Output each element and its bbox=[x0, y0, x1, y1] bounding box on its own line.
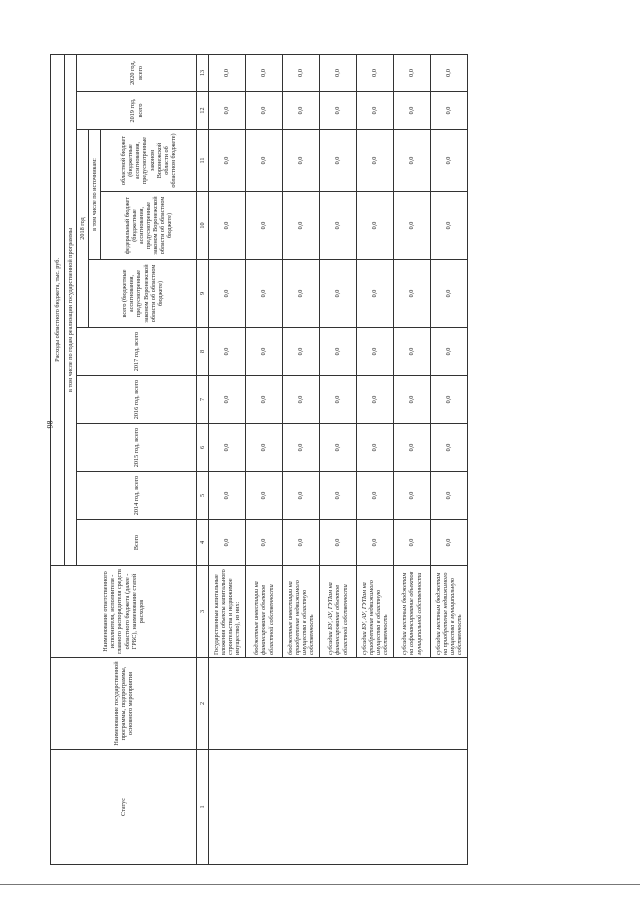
value-cell: 0,0 bbox=[283, 130, 320, 192]
value-cell: 0,0 bbox=[394, 92, 431, 130]
column-index-cell: 8 bbox=[197, 328, 209, 376]
col-2020-header: 2020 год, всего bbox=[77, 54, 197, 91]
expense-item-label: субсидии БУ, АУ, ГУПам на приобретение недвижимого имущества в областную собственность bbox=[357, 566, 394, 658]
value-cell: 0,0 bbox=[431, 472, 468, 520]
value-cell: 0,0 bbox=[394, 472, 431, 520]
value-cell: 0,0 bbox=[320, 130, 357, 192]
value-cell: 0,0 bbox=[357, 260, 394, 328]
value-cell: 0,0 bbox=[357, 328, 394, 376]
col-2015-header: 2015 год, всего bbox=[77, 424, 197, 472]
column-index-cell: 2 bbox=[197, 658, 209, 750]
value-cell: 0,0 bbox=[320, 520, 357, 566]
column-index-cell: 7 bbox=[197, 376, 209, 424]
value-cell: 0,0 bbox=[431, 92, 468, 130]
status-cell bbox=[209, 750, 468, 865]
value-cell: 0,0 bbox=[283, 424, 320, 472]
value-cell: 0,0 bbox=[320, 54, 357, 91]
value-cell: 0,0 bbox=[357, 130, 394, 192]
col-2018-regional-header: областной бюджет (бюджетные ассигнования, предусмотренные законом Воронежской области об областном бюджете) bbox=[101, 130, 197, 192]
value-cell: 0,0 bbox=[394, 260, 431, 328]
value-cell: 0,0 bbox=[283, 328, 320, 376]
value-cell: 0,0 bbox=[431, 424, 468, 472]
col-2018-federal-header: федеральный бюджет (бюджетные ассигнования, предусмотренные законом Воронежской области об областном бюджете) bbox=[101, 192, 197, 260]
column-index-cell: 13 bbox=[197, 54, 209, 91]
value-cell: 0,0 bbox=[209, 520, 246, 566]
value-cell: 0,0 bbox=[357, 376, 394, 424]
value-cell: 0,0 bbox=[246, 130, 283, 192]
col-2018-total-header: всего (бюджетные ассигнования, предусмотренные законом Воронежской области об областном бюджете) bbox=[89, 260, 197, 328]
value-cell: 0,0 bbox=[209, 472, 246, 520]
value-cell: 0,0 bbox=[320, 260, 357, 328]
value-cell: 0,0 bbox=[246, 54, 283, 91]
value-cell: 0,0 bbox=[246, 424, 283, 472]
bottom-rule bbox=[0, 884, 640, 885]
budget-table bbox=[50, 54, 468, 865]
table-row bbox=[209, 54, 246, 864]
column-index-cell: 1 bbox=[197, 750, 209, 865]
value-cell: 0,0 bbox=[246, 472, 283, 520]
col-2014-header: 2014 год, всего bbox=[77, 472, 197, 520]
col-program-header: Наименование государственной программы, подпрограммы, основного мероприятия bbox=[51, 658, 197, 750]
col-executor-header: Наименование ответственного исполнителя, исполнителя - главного распорядителя средств областного бюджета (далее - ГРБС), наименование статей расходов bbox=[51, 566, 197, 658]
value-cell: 0,0 bbox=[394, 520, 431, 566]
column-index-cell: 3 bbox=[197, 566, 209, 658]
value-cell: 0,0 bbox=[283, 472, 320, 520]
value-cell: 0,0 bbox=[431, 192, 468, 260]
value-cell: 0,0 bbox=[283, 260, 320, 328]
value-cell: 0,0 bbox=[246, 192, 283, 260]
col-status-header: Статус bbox=[51, 750, 197, 865]
header-by-years: в том числе по годам реализации государственной программы bbox=[65, 54, 77, 565]
col-2019-header: 2019 год, всего bbox=[77, 92, 197, 130]
value-cell: 0,0 bbox=[209, 424, 246, 472]
value-cell: 0,0 bbox=[431, 328, 468, 376]
value-cell: 0,0 bbox=[431, 260, 468, 328]
value-cell: 0,0 bbox=[283, 54, 320, 91]
column-index-row bbox=[197, 54, 209, 864]
value-cell: 0,0 bbox=[209, 376, 246, 424]
value-cell: 0,0 bbox=[357, 192, 394, 260]
expense-item-label: бюджетные инвестиции на приобретение недвижимого имущества в областную собственность bbox=[283, 566, 320, 658]
value-cell: 0,0 bbox=[394, 54, 431, 91]
value-cell: 0,0 bbox=[246, 328, 283, 376]
value-cell: 0,0 bbox=[357, 520, 394, 566]
column-index-cell: 5 bbox=[197, 472, 209, 520]
column-index-cell: 12 bbox=[197, 92, 209, 130]
value-cell: 0,0 bbox=[320, 192, 357, 260]
value-cell: 0,0 bbox=[283, 192, 320, 260]
expense-item-label: бюджетные инвестиции на финансирование объектов областной собственности bbox=[246, 566, 283, 658]
value-cell: 0,0 bbox=[357, 472, 394, 520]
rotated-table-page bbox=[50, 55, 600, 865]
value-cell: 0,0 bbox=[320, 376, 357, 424]
value-cell: 0,0 bbox=[209, 328, 246, 376]
expense-item-label: субсидии БУ, АУ, ГУПам на финансирование объектов областной собственности bbox=[320, 566, 357, 658]
value-cell: 0,0 bbox=[357, 54, 394, 91]
value-cell: 0,0 bbox=[431, 520, 468, 566]
column-index-cell: 6 bbox=[197, 424, 209, 472]
value-cell: 0,0 bbox=[394, 130, 431, 192]
value-cell: 0,0 bbox=[394, 424, 431, 472]
value-cell: 0,0 bbox=[283, 92, 320, 130]
value-cell: 0,0 bbox=[320, 424, 357, 472]
col-2016-header: 2016 год, всего bbox=[77, 376, 197, 424]
expense-item-label: субсидии местным бюджетам на приобретение недвижимого имущества в муниципальную собственность bbox=[431, 566, 468, 658]
value-cell: 0,0 bbox=[246, 520, 283, 566]
value-cell: 0,0 bbox=[394, 376, 431, 424]
value-cell: 0,0 bbox=[209, 192, 246, 260]
value-cell: 0,0 bbox=[394, 328, 431, 376]
value-cell: 0,0 bbox=[283, 520, 320, 566]
value-cell: 0,0 bbox=[246, 376, 283, 424]
value-cell: 0,0 bbox=[209, 260, 246, 328]
value-cell: 0,0 bbox=[320, 328, 357, 376]
value-cell: 0,0 bbox=[357, 92, 394, 130]
value-cell: 0,0 bbox=[209, 92, 246, 130]
value-cell: 0,0 bbox=[394, 192, 431, 260]
header-sources: в том числе по источникам: bbox=[89, 130, 101, 260]
header-2018: 2018 год bbox=[77, 130, 89, 328]
column-index-cell: 11 bbox=[197, 130, 209, 192]
column-index-cell: 10 bbox=[197, 192, 209, 260]
col-total-header: Всего bbox=[77, 520, 197, 566]
column-index-cell: 9 bbox=[197, 260, 209, 328]
header-budget-expenses: Расходы областного бюджета, тыс. руб. bbox=[51, 54, 65, 565]
value-cell: 0,0 bbox=[246, 92, 283, 130]
value-cell: 0,0 bbox=[246, 260, 283, 328]
page-number: 98 bbox=[45, 420, 55, 429]
column-index-cell: 4 bbox=[197, 520, 209, 566]
expense-item-label: Государственные капитальные вложения объекты капитального строительства и недвижимое имущество), из них: bbox=[209, 566, 246, 658]
value-cell: 0,0 bbox=[209, 130, 246, 192]
value-cell: 0,0 bbox=[320, 92, 357, 130]
value-cell: 0,0 bbox=[357, 424, 394, 472]
value-cell: 0,0 bbox=[431, 376, 468, 424]
value-cell: 0,0 bbox=[431, 130, 468, 192]
value-cell: 0,0 bbox=[209, 54, 246, 91]
value-cell: 0,0 bbox=[283, 376, 320, 424]
value-cell: 0,0 bbox=[431, 54, 468, 91]
expense-item-label: субсидии местным бюджетам на софинансирование объектов муниципальной собственности bbox=[394, 566, 431, 658]
col-2017-header: 2017 год, всего bbox=[77, 328, 197, 376]
program-cell bbox=[209, 658, 468, 750]
value-cell: 0,0 bbox=[320, 472, 357, 520]
